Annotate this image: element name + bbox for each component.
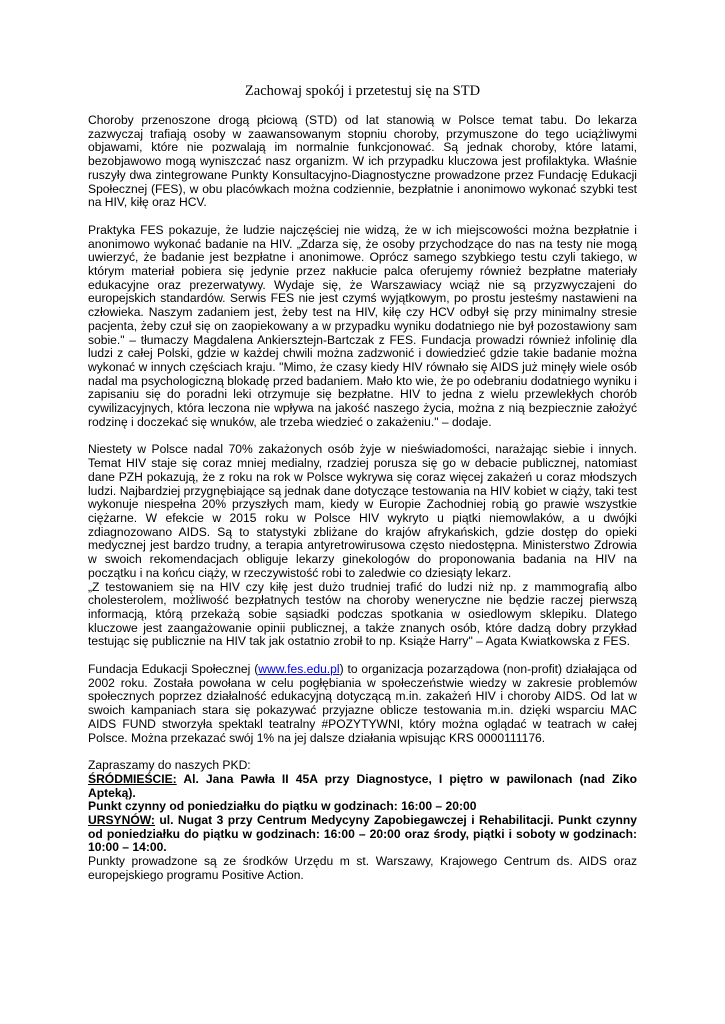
pkd-ursynow <box>88 814 637 855</box>
foundation-text-before: Fundacja Edukacji Społecznej ( <box>88 662 259 677</box>
ursynow-label: URSYNÓW: <box>88 813 155 828</box>
paragraph-intro: Choroby przenoszone drogą płciową (STD) od lat stanowią w Polsce temat tabu. Do lekarza zazwyczaj trafiają osoby w zaawansowanym stopniu choroby, przymuszone do tego uciążliwymi objawami, które nie pozwalają im normalnie funkcjonować. Są jednak choroby, które latami, bezobjawowo mogą wyniszczać nasz organizm. W ich przypadku kluczowa jest profilaktyka. Właśnie ruszyły dwa zintegrowane Punkty Konsultacyjno-Diagnostyczne prowadzone przez Fundację Edukacji Społecznej (FES), w obu placówkach można codziennie, bezpłatnie i anonimowo wykonać szybki test na HIV, kiłę oraz HCV. <box>88 113 637 210</box>
document-title: Zachowaj spokój i przetestuj się na STD <box>244 83 481 99</box>
paragraph-statistics: Niestety w Polsce nadal 70% zakażonych osób żyje w nieświadomości, narażając siebie i innych. Temat HIV staje się coraz mniej medialny, rzadziej porusza się go w debacie publicznej, natomiast dane PZH pokazują, że z roku na rok w Polsce wykrywa się coraz więcej zakażeń u coraz młodszych ludzi. Najbardziej przygnębiające są jednak dane dotyczące testowania na HIV kobiet w ciąży, taki test wykonuje niespełna 20% przyszłych mam, kiedy w Europie Zachodniej robią go prawie wszystkie ciężarne. W efekcie w 2015 roku w Polsce HIV wykryto u piątki niemowlaków, a u dwójki zdiagnozowano AIDS. Są to statystyki zbliżane do krajów afrykańskich, gdzie dostęp do opieki medycznej jest bardzo trudny, a terapia antyretrowirusowa często niedostępna. Ministerstwo Zdrowia w swoich rekomendacjach obliguje lekarzy ginekologów do proponowania badania na HIV na początku i na końcu ciąży, w rzeczywistość robi to zaledwie co dziesiąty lekarz. <box>88 442 637 580</box>
srodmiescie-address: Al. Jana Pawła II 45A przy Diagnostyce, I piętro w pawilonach (nad Ziko Apteką). <box>88 771 637 800</box>
paragraph-foundation <box>88 663 637 745</box>
foundation-text-after: ) to organizacja pozarządowa (non-profit) działająca od 2002 roku. Została powołana w celu pogłębiania w społeczeństwie wiedzy w zakresie problemów społecznych poprzez działalność edukacyjną dotyczącą m.in. zakażeń HIV i choroby AIDS. Od lat w swoich kampaniach stara się pokazywać przyjazne oblicze testowania m.in. dzięki wsparciu MAC AIDS FUND stworzyła spektakl teatralny #POZYTYWNI, który można oglądać w teatrach w całej Polsce. Można przekazać swój 1% na jej dalsze działania wpisując KRS 0000111176. <box>88 662 637 745</box>
paragraph-fes-practice: Praktyka FES pokazuje, że ludzie najczęściej nie widzą, że w ich miejscowości można bezpłatnie i anonimowo wykonać badanie na HIV. „Zdarza się, że osoby przychodzące do nas na testy nie mogą uwierzyć, że badanie jest bezpłatne i anonimowe. Oprócz samego szybkiego testu czyli takiego, w którym materiał pobiera się jedynie przez nakłucie palca oferujemy również bezpłatne materiały edukacyjne oraz prezerwatywy. Wydaje się, że Warszawiacy wciąż nie są przyzwyczajeni do europejskich standardów. Serwis FES nie jest czymś wyjątkowym, po prostu jesteśmy nastawieni na człowieka. Naszym zadaniem jest, żeby test na HIV, kiłę czy HCV odbył się przy minimalny stresie pacjenta, żeby czuł się on zaopiekowany a w przypadku wyniku dodatniego nie był pozostawiony sam sobie." – tłumaczy Magdalena Ankiersztejn-Bartczak z FES. Fundacja prowadzi również infolinię dla ludzi z całej Polski, gdzie w każdej chwili można zadzwonić i dowiedzieć gdzie takie badanie można wykonać w innych częściach kraju. "Mimo, że czasy kiedy HIV równało się AIDS już minęły wiele osób nadal ma psychologiczną blokadę przed badaniem. Mało kto wie, że po odebraniu dodatniego wyniku i zapisaniu się do poradni leki otrzymuje się bezpłatne. HIV to jedna z wielu przewlekłych chorób cywilizacyjnych, która leczona nie wpływa na jakość naszego życia, można z nią bezpiecznie założyć rodzinę i doczekać się wnuków, ale trzeba wiedzieć o zakażeniu." – dodaje. <box>88 222 637 429</box>
paragraph-quote: „Z testowaniem się na HIV czy kiłę jest dużo trudniej trafić do ludzi niż np. z mammografią albo cholesterolem, możliwość bezpłatnych testów na choroby weneryczne nie będzie raczej pierwszą informacją, którą przekażą sobie sąsiadki podczas spotkania w osiedlowym sklepiku. Dlatego kluczowe jest zaangażowanie opinii publicznej, a także znanych osób, które dadzą dobry przykład testując się publicznie na HIV tak jak ostatnio zrobił to np. Książe Harry" – Agata Kwiatkowska z FES. <box>88 579 637 649</box>
ursynow-details: ul. Nugat 3 przy Centrum Medycyny Zapobiegawczej i Rehabilitacji. Punkt czynny od poniedziałku do piątku w godzinach: 16:00 – 20:00 oraz środy, piątki i soboty w godzinach: 10:00 – 14:00. <box>88 813 637 855</box>
pkd-intro: Zapraszamy do naszych PKD: <box>88 758 251 773</box>
pkd-funding: Punkty prowadzone są ze środków Urzędu m st. Warszawy, Krajowego Centrum ds. AIDS oraz europejskiego programu Positive Action. <box>88 854 637 882</box>
srodmiescie-label: ŚRÓDMIEŚCIE: <box>88 771 177 786</box>
fes-website-link[interactable]: www.fes.edu.pl <box>258 662 340 677</box>
srodmiescie-hours: Punkt czynny od poniedziałku do piątku w godzinach: 16:00 – 20:00 <box>88 799 477 814</box>
pkd-srodmiescie <box>88 773 637 800</box>
document-page <box>88 82 637 883</box>
